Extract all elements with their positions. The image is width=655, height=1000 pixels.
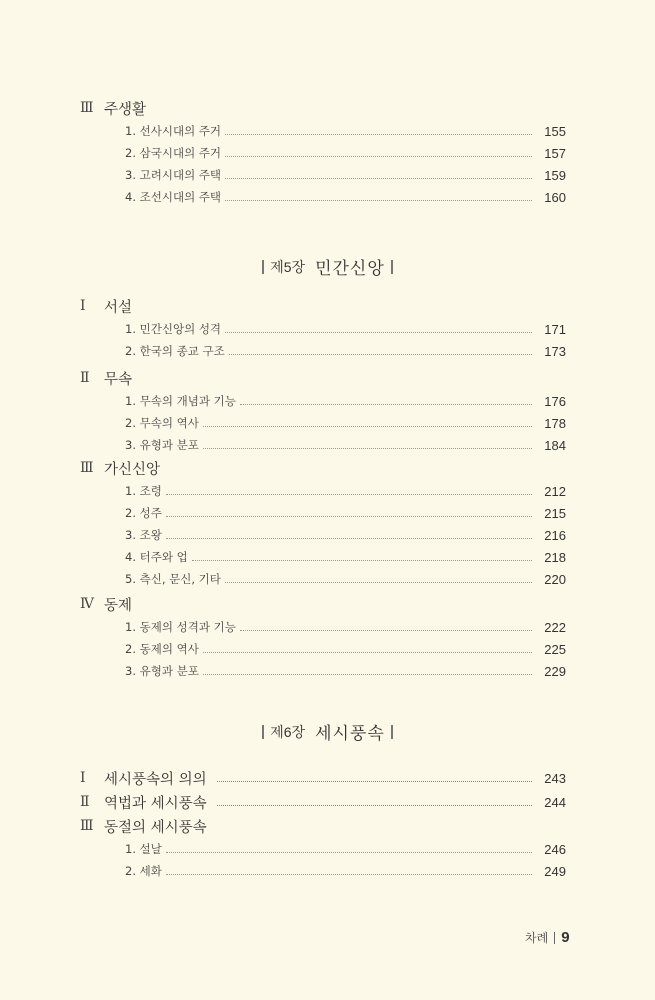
entry-label: 1. 조령 <box>125 484 162 498</box>
entry-page: 160 <box>544 189 566 205</box>
entry-label: 2. 성주 <box>125 506 162 520</box>
entry-label: 2. 한국의 종교 구조 <box>125 344 225 358</box>
section-title: 역법과 세시풍속 <box>104 795 207 812</box>
toc-entry-section[interactable] <box>80 766 566 790</box>
entry-label: 2. 무속의 역사 <box>125 416 199 430</box>
dot-leader <box>166 494 532 495</box>
entry-page: 159 <box>544 167 566 183</box>
entry-label: 1. 동제의 성격과 기능 <box>125 620 236 634</box>
entry-label: 3. 조왕 <box>125 528 162 542</box>
dot-leader <box>240 630 532 631</box>
toc-entry[interactable] <box>80 568 566 590</box>
page-footer <box>525 929 570 946</box>
toc-entry-section[interactable] <box>80 790 566 814</box>
roman-numeral: Ⅱ <box>80 370 89 386</box>
roman-numeral: Ⅲ <box>80 100 93 116</box>
entry-label: 4. 터주와 업 <box>125 550 188 564</box>
dot-leader <box>225 156 532 157</box>
chapter-number: 제6장 <box>270 723 306 740</box>
roman-numeral: Ⅲ <box>80 460 93 476</box>
toc-entry[interactable] <box>80 318 566 340</box>
dot-leader <box>225 200 532 201</box>
toc-entry[interactable] <box>80 142 566 164</box>
dot-leader <box>203 448 532 449</box>
toc-entry[interactable] <box>80 660 566 682</box>
toc-entry[interactable] <box>80 638 566 660</box>
toc-entry[interactable] <box>80 434 566 456</box>
toc-entry[interactable] <box>80 186 566 208</box>
section-heading <box>80 592 566 616</box>
entry-label: 1. 무속의 개념과 기능 <box>125 394 236 408</box>
section-title: 가신신앙 <box>104 461 161 478</box>
dot-leader <box>166 874 532 875</box>
roman-numeral: Ⅲ <box>80 818 93 834</box>
entry-page: 176 <box>544 393 566 409</box>
section-heading <box>80 456 566 480</box>
toc-entry[interactable] <box>80 340 566 362</box>
entry-page: 243 <box>544 770 566 786</box>
entry-page: 171 <box>544 321 566 337</box>
roman-numeral: Ⅰ <box>80 298 85 314</box>
toc-section-household-gods <box>80 456 566 590</box>
chapter-bar-left <box>262 260 264 274</box>
toc-entry[interactable] <box>80 502 566 524</box>
footer-label: 차례 <box>525 931 549 945</box>
toc-section-housing <box>80 96 566 208</box>
dot-leader <box>203 426 532 427</box>
section-title: 주생활 <box>104 101 147 118</box>
entry-label: 4. 조선시대의 주택 <box>125 190 222 204</box>
dot-leader <box>166 516 532 517</box>
toc-entry[interactable] <box>80 838 566 860</box>
toc-entry[interactable] <box>80 412 566 434</box>
entry-page: 220 <box>544 571 566 587</box>
roman-numeral: Ⅱ <box>80 794 89 810</box>
entry-page: 218 <box>544 549 566 565</box>
section-heading <box>80 366 566 390</box>
dot-leader <box>217 781 532 782</box>
section-title: 세시풍속의 의의 <box>104 771 207 788</box>
entry-label: 3. 고려시대의 주택 <box>125 168 222 182</box>
dot-leader <box>225 332 532 333</box>
toc-entry[interactable] <box>80 120 566 142</box>
chapter-bar-left <box>262 725 264 739</box>
entry-page: 229 <box>544 663 566 679</box>
section-title: 무속 <box>104 371 133 388</box>
footer-divider <box>554 932 555 944</box>
dot-leader <box>203 652 532 653</box>
chapter-number: 제5장 <box>270 258 306 275</box>
dot-leader <box>225 178 532 179</box>
chapter-bar-right <box>391 260 393 274</box>
section-title: 동절의 세시풍속 <box>104 819 207 836</box>
toc-entry[interactable] <box>80 860 566 882</box>
entry-page: 173 <box>544 343 566 359</box>
entry-label: 1. 설날 <box>125 842 162 856</box>
entry-page: 178 <box>544 415 566 431</box>
toc-section-intro <box>80 294 566 362</box>
section-title: 서설 <box>104 299 133 316</box>
dot-leader <box>229 354 532 355</box>
section-heading <box>80 814 566 838</box>
entry-page: 184 <box>544 437 566 453</box>
chapter-bar-right <box>391 725 393 739</box>
dot-leader <box>192 560 532 561</box>
toc-entry[interactable] <box>80 524 566 546</box>
chapter-heading-5 <box>0 254 655 279</box>
entry-label: 1. 선사시대의 주거 <box>125 124 222 138</box>
entry-page: 225 <box>544 641 566 657</box>
entry-page: 212 <box>544 483 566 499</box>
chapter-heading-6 <box>0 719 655 744</box>
toc-section-shamanism <box>80 366 566 456</box>
entry-page: 244 <box>544 794 566 810</box>
entry-page: 246 <box>544 841 566 857</box>
toc-entry[interactable] <box>80 546 566 568</box>
roman-numeral: Ⅳ <box>80 596 93 612</box>
entry-page: 249 <box>544 863 566 879</box>
dot-leader <box>217 805 532 806</box>
entry-label: 1. 민간신앙의 성격 <box>125 322 222 336</box>
dot-leader <box>225 134 532 135</box>
toc-section-village-rites <box>80 592 566 682</box>
dot-leader <box>225 582 532 583</box>
entry-page: 155 <box>544 123 566 139</box>
dot-leader <box>166 852 532 853</box>
entry-label: 3. 유형과 분포 <box>125 664 199 678</box>
entry-page: 215 <box>544 505 566 521</box>
entry-label: 2. 삼국시대의 주거 <box>125 146 222 160</box>
roman-numeral: Ⅰ <box>80 770 85 786</box>
toc-entry[interactable] <box>80 616 566 638</box>
chapter-title: 세시풍속 <box>315 724 385 744</box>
entry-label: 2. 동제의 역사 <box>125 642 199 656</box>
dot-leader <box>203 674 532 675</box>
entry-label: 5. 측신, 문신, 기타 <box>125 572 221 586</box>
page-number: 9 <box>561 929 570 946</box>
section-title: 동제 <box>104 597 133 614</box>
toc-entry[interactable] <box>80 390 566 412</box>
section-heading <box>80 96 566 120</box>
toc-section-seasonal <box>80 766 566 882</box>
dot-leader <box>166 538 532 539</box>
entry-page: 157 <box>544 145 566 161</box>
toc-entry[interactable] <box>80 480 566 502</box>
chapter-title: 민간신앙 <box>315 259 385 279</box>
toc-entry[interactable] <box>80 164 566 186</box>
entry-label: 3. 유형과 분포 <box>125 438 199 452</box>
entry-page: 222 <box>544 619 566 635</box>
entry-label: 2. 세화 <box>125 864 162 878</box>
section-heading <box>80 294 566 318</box>
dot-leader <box>240 404 532 405</box>
entry-page: 216 <box>544 527 566 543</box>
